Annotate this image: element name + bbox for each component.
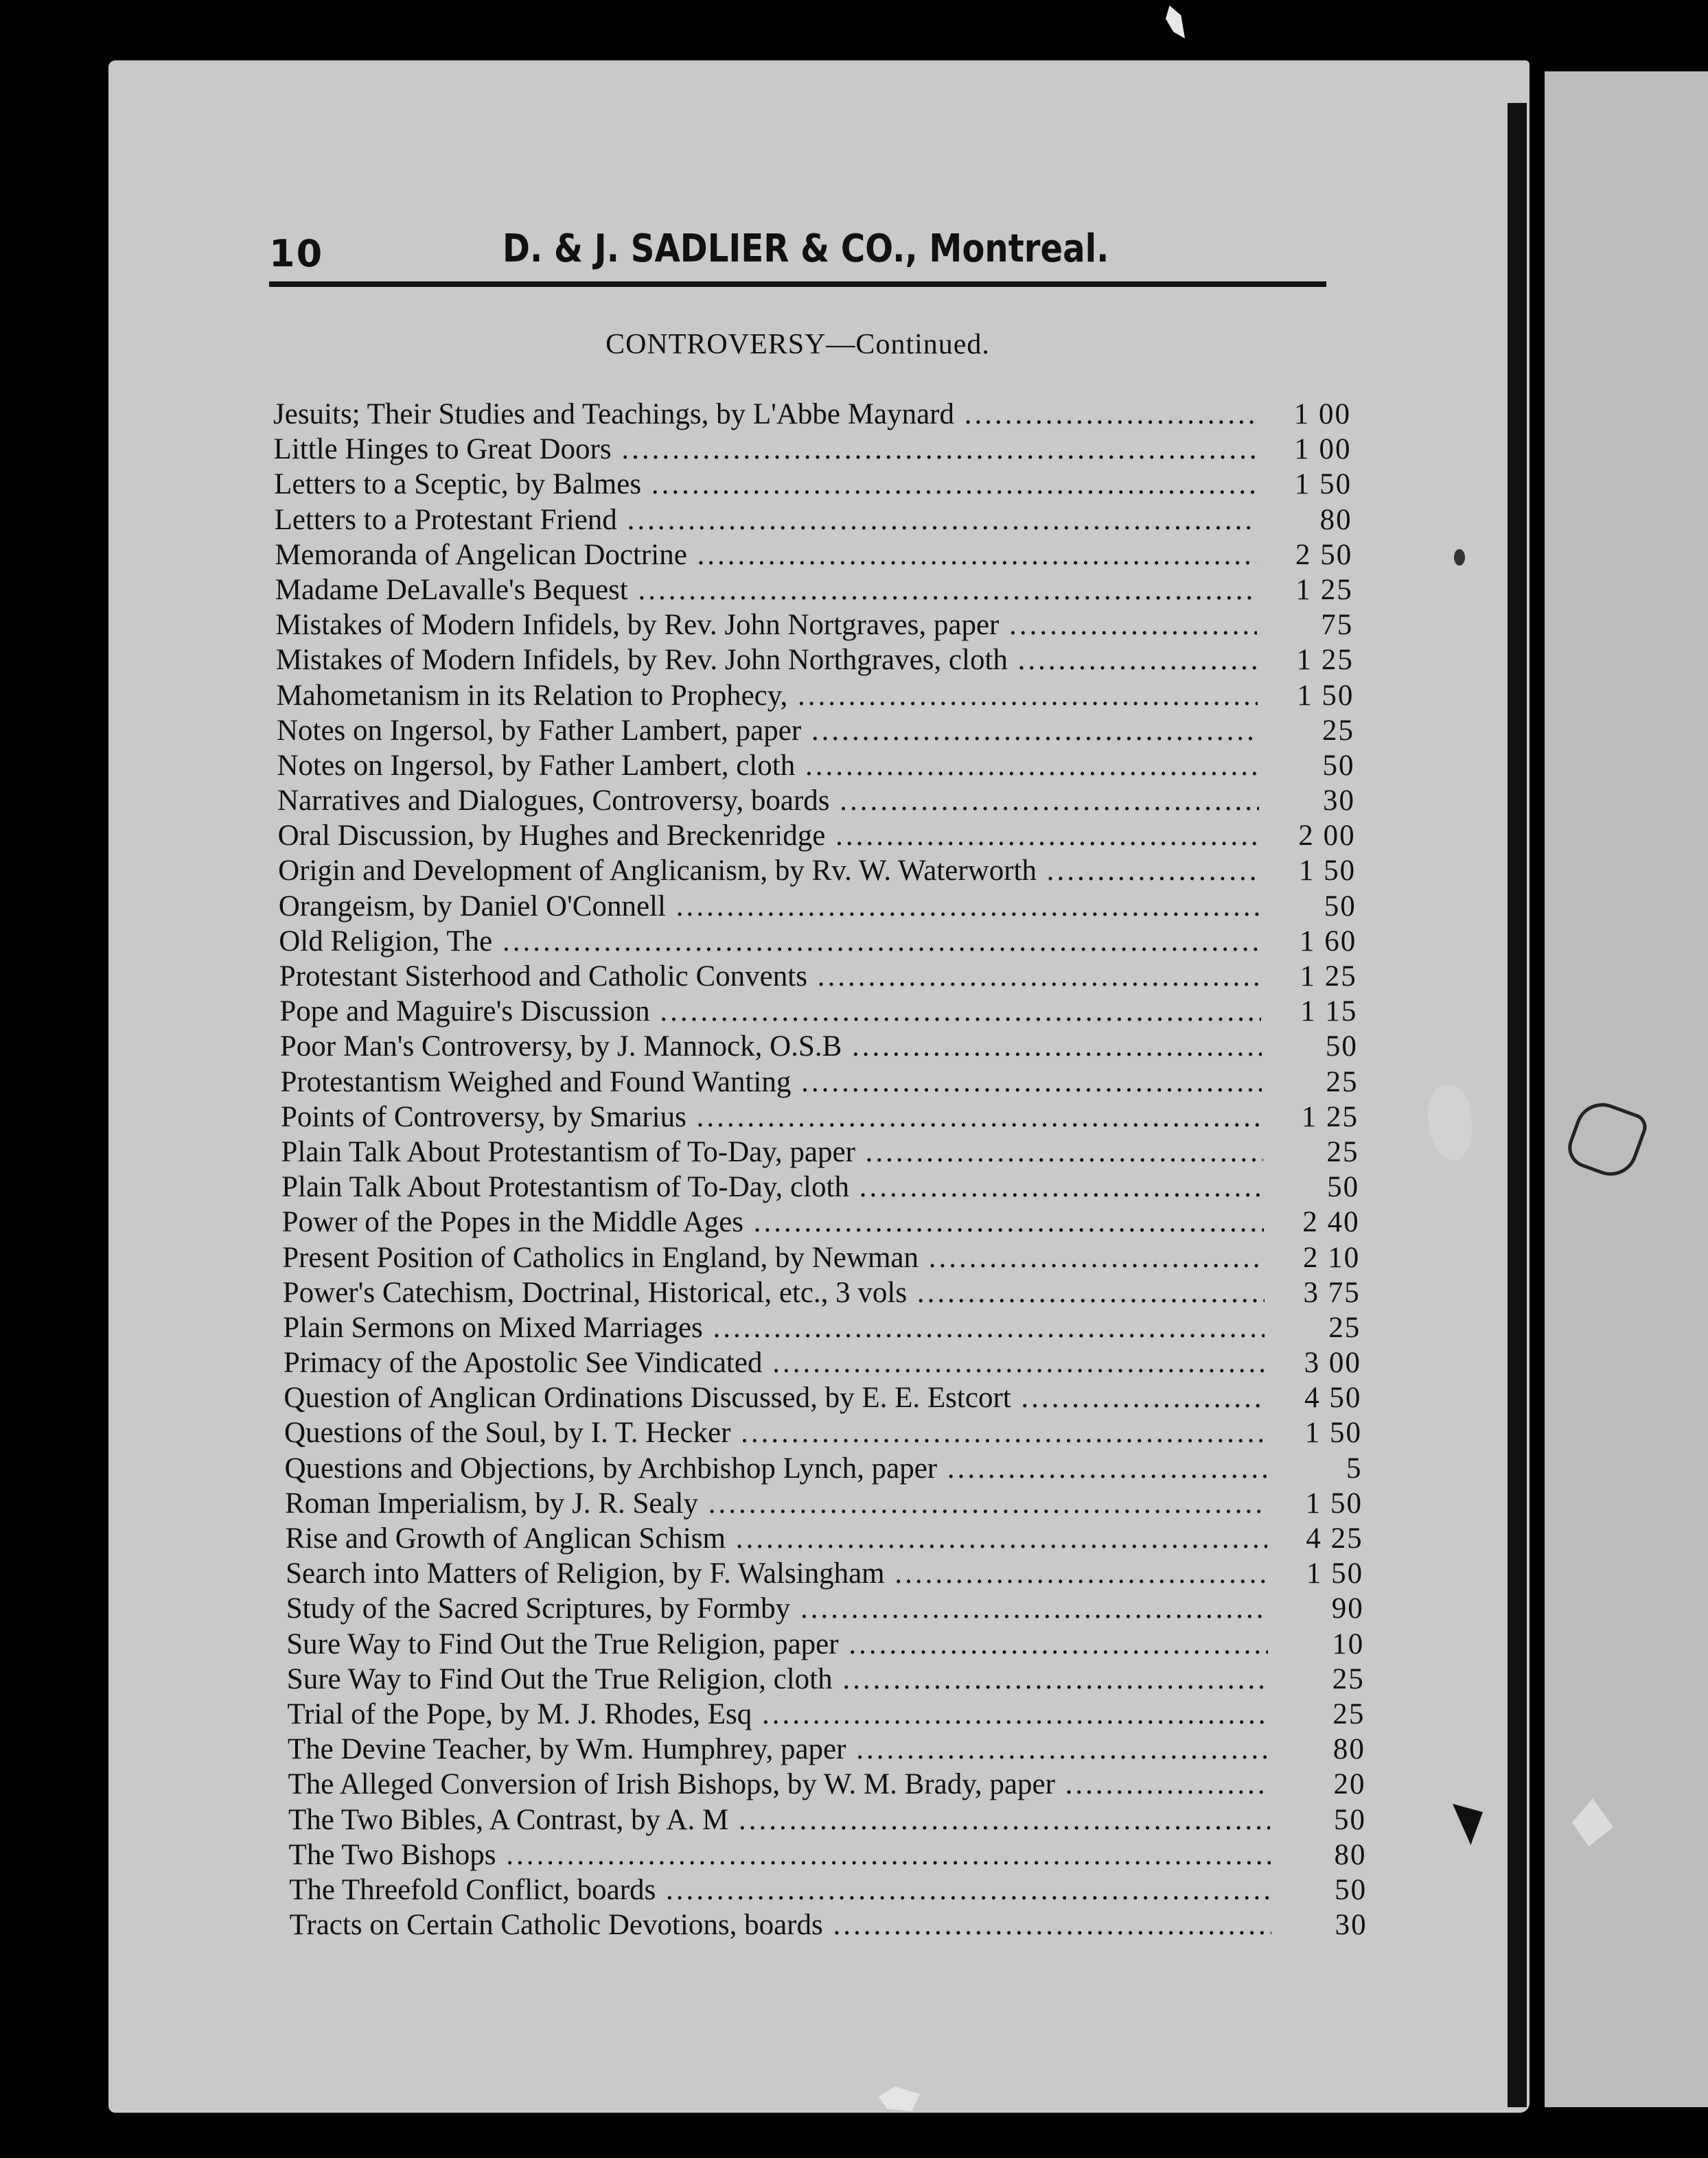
catalog-entry <box>280 1029 1378 1064</box>
catalog-entry <box>286 1627 1385 1662</box>
entry-price: 2 40 <box>1264 1205 1360 1240</box>
entry-title: Memoranda of Angelican Doctrine ..... <box>275 537 1256 572</box>
entry-price: 4 50 <box>1265 1380 1361 1415</box>
catalog-entry <box>290 1907 1388 1942</box>
entry-title: Trial of the Pope, by M. J. Rhodes, Esq ..... <box>287 1697 1269 1732</box>
entry-title: Plain Sermons on Mixed Marriages ..... <box>283 1310 1265 1345</box>
publisher-running-head: D. & J. SADLIER & CO., Montreal. <box>503 227 1109 271</box>
catalog-entry <box>288 1767 1386 1802</box>
entry-title: Jesuits; Their Studies and Teachings, by L'Abbe Maynard ..... <box>273 397 1255 432</box>
entry-title: Orangeism, by Daniel O'Connell ..... <box>279 889 1260 924</box>
catalog-entry <box>285 1451 1383 1486</box>
catalog-entry <box>275 537 1373 572</box>
paper-blemish <box>1454 549 1465 566</box>
entry-title: Oral Discussion, by Hughes and Breckenridge ..... <box>278 818 1260 853</box>
catalog-entry <box>273 397 1372 432</box>
entry-title: Tracts on Certain Catholic Devotions, boards ..... <box>290 1907 1271 1942</box>
entry-price: 25 <box>1269 1662 1365 1697</box>
entry-price: 1 25 <box>1262 1100 1359 1135</box>
entry-title: The Threefold Conflict, boards ..... <box>289 1872 1271 1907</box>
entry-price: 25 <box>1263 1135 1359 1170</box>
entry-title: Narratives and Dialogues, Controversy, boards ..... <box>277 783 1259 818</box>
catalog-entry <box>279 959 1378 994</box>
catalog-entry <box>277 713 1375 748</box>
entry-title: Roman Imperialism, by J. R. Sealy ..... <box>285 1486 1267 1521</box>
entry-price: 25 <box>1265 1310 1361 1345</box>
entry-title: Old Religion, The ..... <box>279 924 1260 959</box>
catalog-entry <box>289 1872 1387 1907</box>
catalog-entry <box>287 1697 1385 1732</box>
entry-price: 20 <box>1269 1767 1365 1802</box>
catalog-entry <box>284 1345 1382 1380</box>
entry-price: 1 00 <box>1256 432 1352 467</box>
catalog-entry <box>277 748 1376 783</box>
catalog-entry <box>285 1486 1383 1521</box>
section-title: CONTROVERSY—Continued. <box>605 329 990 360</box>
catalog-entry <box>276 678 1374 713</box>
entry-price: 2 50 <box>1256 537 1352 572</box>
entry-price: 30 <box>1271 1907 1367 1942</box>
entry-title: Protestant Sisterhood and Catholic Convents ..... <box>279 959 1261 994</box>
page-header <box>269 227 1326 275</box>
entry-title: The Two Bibles, A Contrast, by A. M ..... <box>288 1802 1270 1837</box>
entry-title: Madame DeLavalle's Bequest ..... <box>275 572 1257 607</box>
catalog-entry <box>275 572 1374 607</box>
entry-title: Plain Talk About Protestantism of To-Day, paper ..... <box>281 1135 1263 1170</box>
catalog-entry <box>289 1837 1387 1872</box>
catalog-entry <box>288 1732 1386 1767</box>
entry-price: 4 25 <box>1267 1521 1363 1556</box>
entry-price: 1 00 <box>1255 397 1351 432</box>
entry-price: 90 <box>1268 1591 1364 1626</box>
catalog-entry <box>286 1556 1384 1591</box>
entry-title: Points of Controversy, by Smarius ..... <box>281 1100 1262 1135</box>
entry-title: Letters to a Protestant Friend ..... <box>275 502 1256 537</box>
entry-price: 80 <box>1256 502 1352 537</box>
entry-price: 1 50 <box>1267 1556 1363 1591</box>
entry-title: Mistakes of Modern Infidels, by Rev. John Nortgraves, paper ..... <box>275 607 1257 642</box>
entry-title: Rise and Growth of Anglican Schism ..... <box>286 1521 1267 1556</box>
catalog-entry <box>275 607 1374 642</box>
entry-title: Power of the Popes in the Middle Ages ..... <box>282 1205 1264 1240</box>
entry-price: 30 <box>1259 783 1355 818</box>
entry-price: 25 <box>1258 713 1354 748</box>
catalog-entry <box>284 1380 1382 1415</box>
catalog-entry <box>279 889 1377 924</box>
catalog-entry <box>276 642 1374 677</box>
entry-price: 50 <box>1271 1872 1367 1907</box>
entry-price: 80 <box>1269 1732 1365 1767</box>
entry-price: 50 <box>1260 889 1357 924</box>
catalog-entry <box>288 1802 1387 1837</box>
entry-title: Present Position of Catholics in England, by Newman ..... <box>282 1240 1264 1275</box>
entry-title: Notes on Ingersol, by Father Lambert, cloth ..... <box>277 748 1259 783</box>
entry-title: Notes on Ingersol, by Father Lambert, paper ..... <box>277 713 1258 748</box>
entry-title: Search into Matters of Religion, by F. Walsingham ..... <box>286 1556 1267 1591</box>
catalog-entry <box>283 1310 1381 1345</box>
entry-title: Pope and Maguire's Discussion ..... <box>279 994 1261 1029</box>
entry-title: Question of Anglican Ordinations Discussed, by E. E. Estcort ..... <box>284 1380 1265 1415</box>
header-rule <box>269 281 1326 287</box>
entry-title: Little Hinges to Great Doors ..... <box>274 432 1256 467</box>
entry-title: Origin and Development of Anglicanism, by Rv. W. Waterworth ..... <box>278 853 1260 888</box>
entry-title: Questions and Objections, by Archbishop Lynch, paper ..... <box>285 1451 1267 1486</box>
catalog-list <box>273 397 1372 1942</box>
entry-title: Primacy of the Apostolic See Vindicated ..... <box>284 1345 1265 1380</box>
entry-title: Power's Catechism, Doctrinal, Historical, etc., 3 vols ..... <box>283 1275 1265 1310</box>
entry-price: 1 15 <box>1261 994 1357 1029</box>
entry-title: Sure Way to Find Out the True Religion, cloth ..... <box>287 1662 1269 1697</box>
catalog-entry <box>279 924 1377 959</box>
entry-price: 50 <box>1259 748 1355 783</box>
entry-title: Sure Way to Find Out the True Religion, paper ..... <box>286 1627 1268 1662</box>
catalog-entry <box>280 1065 1378 1100</box>
entry-title: Study of the Sacred Scriptures, by Formby ..... <box>286 1591 1268 1626</box>
entry-price: 1 60 <box>1260 924 1357 959</box>
entry-price: 75 <box>1257 607 1353 642</box>
entry-price: 25 <box>1269 1697 1365 1732</box>
entry-price: 3 00 <box>1265 1345 1361 1380</box>
catalog-entry <box>275 502 1373 537</box>
entry-price: 1 25 <box>1258 642 1354 677</box>
entry-title: The Devine Teacher, by Wm. Humphrey, paper ..... <box>288 1732 1269 1767</box>
entry-price: 3 75 <box>1265 1275 1361 1310</box>
entry-price: 5 <box>1267 1451 1363 1486</box>
entry-title: The Two Bishops ..... <box>289 1837 1271 1872</box>
catalog-entry <box>286 1591 1385 1626</box>
entry-price: 80 <box>1271 1837 1367 1872</box>
catalog-entry <box>274 467 1372 502</box>
catalog-entry <box>284 1415 1383 1450</box>
catalog-entry <box>279 994 1378 1029</box>
entry-title: Protestantism Weighed and Found Wanting ..... <box>280 1065 1262 1100</box>
entry-price: 25 <box>1262 1065 1358 1100</box>
entry-title: Mahometanism in its Relation to Prophecy, ..... <box>276 678 1258 713</box>
entry-title: The Alleged Conversion of Irish Bishops, by W. M. Brady, paper ..... <box>288 1767 1269 1802</box>
catalog-entry <box>282 1240 1381 1275</box>
facing-page-edge <box>1545 71 1708 2107</box>
entry-title: Poor Man's Controversy, by J. Mannock, O.S.B ..... <box>280 1029 1262 1064</box>
entry-price: 2 10 <box>1264 1240 1360 1275</box>
catalog-entry <box>278 818 1376 853</box>
entry-price: 1 50 <box>1266 1415 1362 1450</box>
entry-price: 1 50 <box>1260 853 1356 888</box>
entry-price: 50 <box>1263 1170 1359 1205</box>
entry-price: 1 25 <box>1261 959 1357 994</box>
entry-price: 50 <box>1270 1802 1366 1837</box>
entry-price: 1 50 <box>1258 678 1354 713</box>
catalog-entry <box>283 1275 1381 1310</box>
entry-price: 10 <box>1268 1627 1364 1662</box>
catalog-entry <box>281 1170 1380 1205</box>
catalog-entry <box>274 432 1372 467</box>
catalog-entry <box>286 1521 1384 1556</box>
catalog-entry <box>282 1205 1381 1240</box>
entry-price: 1 50 <box>1256 467 1352 502</box>
catalog-entry <box>281 1135 1380 1170</box>
entry-price: 2 00 <box>1260 818 1356 853</box>
catalog-entry <box>278 853 1376 888</box>
paper-blemish <box>1166 5 1185 38</box>
page-number: 10 <box>269 232 324 275</box>
entry-title: Questions of the Soul, by I. T. Hecker ..... <box>284 1415 1266 1450</box>
catalog-entry <box>281 1100 1379 1135</box>
entry-title: Mistakes of Modern Infidels, by Rev. John Northgraves, cloth ..... <box>276 642 1258 677</box>
catalog-entry <box>287 1662 1385 1697</box>
catalog-entry <box>277 783 1376 818</box>
page-gutter-shadow <box>1508 103 1527 2107</box>
entry-price: 1 25 <box>1257 572 1353 607</box>
entry-title: Plain Talk About Protestantism of To-Day, cloth ..... <box>281 1170 1263 1205</box>
entry-price: 50 <box>1262 1029 1358 1064</box>
entry-title: Letters to a Sceptic, by Balmes ..... <box>274 467 1256 502</box>
entry-price: 1 50 <box>1267 1486 1363 1521</box>
